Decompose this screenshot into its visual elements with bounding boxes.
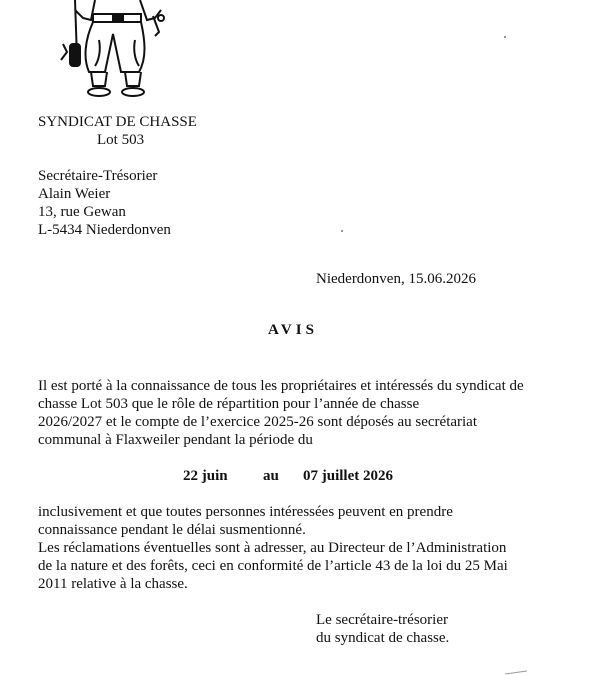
scan-mark — [505, 670, 527, 674]
paragraph-1 — [38, 377, 598, 449]
paragraph-line: inclusivement et que toutes personnes intéressées peuvent en prendre — [38, 504, 453, 520]
paragraph-line: Les réclamations éventuelles sont à adresser, au Directeur de l’Administration — [38, 540, 507, 556]
paragraph-line: de la nature et des forêts, ceci en conformité de l’article 43 de la loi du 25 Mai — [38, 558, 508, 574]
period-end: 07 juillet 2026 — [303, 468, 393, 484]
period-start: 22 juin — [183, 468, 228, 484]
hunter-icon — [55, 0, 175, 100]
sender-city: L-5434 Niederdonven — [38, 222, 171, 238]
paragraph-line: chasse Lot 503 que le rôle de répartition pour l’année de chasse — [38, 396, 420, 412]
signature-line: Le secrétaire-trésorier — [316, 612, 448, 628]
organization-name: SYNDICAT DE CHASSE — [38, 114, 197, 130]
signature-line: du syndicat de chasse. — [316, 630, 450, 646]
paragraph-line: 2026/2027 et le compte de l’exercice 2025-26 sont déposés au secrétariat — [38, 414, 478, 430]
period-connector: au — [263, 468, 279, 484]
place-date: Niederdonven, 15.06.2026 — [316, 271, 476, 287]
scan-mark — [341, 230, 343, 232]
paragraph-line: communal à Flaxweiler pendant la période du — [38, 432, 313, 448]
document-title: AVIS — [268, 322, 318, 338]
sender-street: 13, rue Gewan — [38, 204, 126, 220]
organization-lot: Lot 503 — [97, 132, 145, 148]
paragraph-line: connaissance pendant le délai susmentionné. — [38, 522, 306, 538]
paragraph-2 — [38, 503, 598, 593]
scan-mark — [504, 36, 506, 38]
paragraph-line: 2011 relative à la chasse. — [38, 576, 188, 592]
sender-name: Alain Weier — [38, 186, 111, 202]
paragraph-line: Il est porté à la connaissance de tous les propriétaires et intéressés du syndicat de — [38, 378, 524, 394]
sender-role: Secrétaire-Trésorier — [38, 168, 158, 184]
sender-block — [38, 167, 171, 239]
signature-block — [316, 611, 449, 647]
period-line — [183, 467, 393, 485]
